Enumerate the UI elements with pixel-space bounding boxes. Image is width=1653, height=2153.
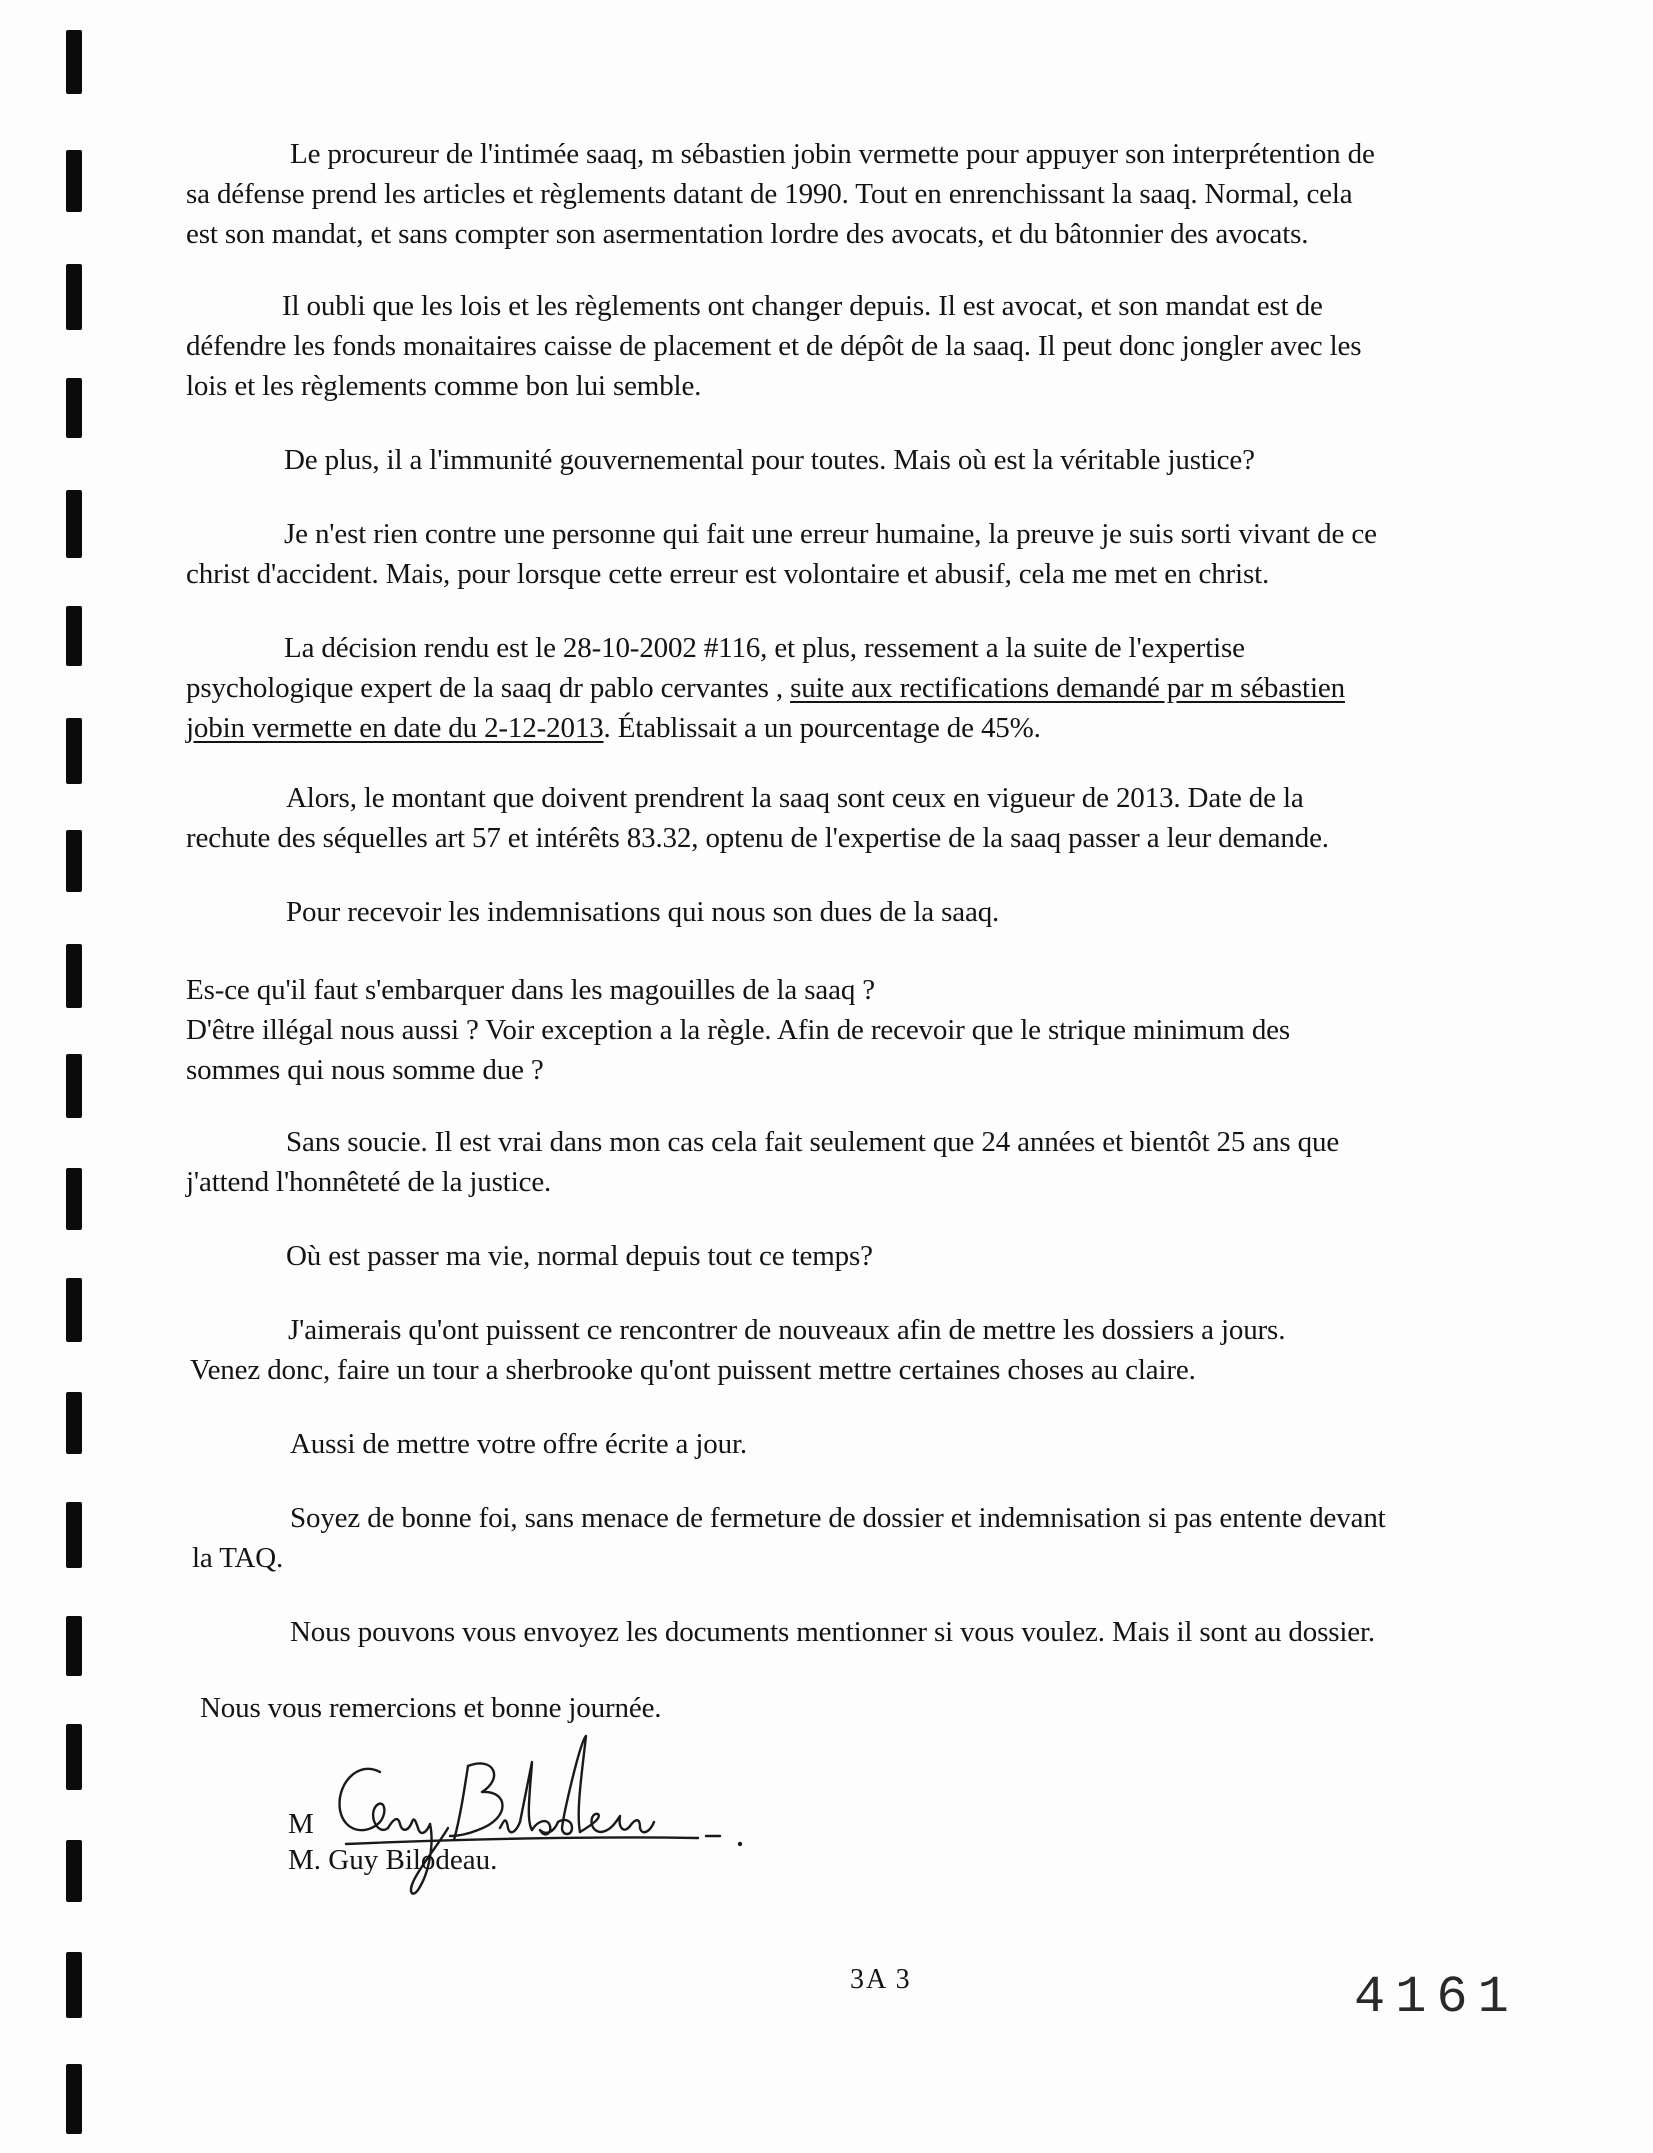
binder-mark [66, 1616, 82, 1676]
text-line: La décision rendu est le 28-10-2002 #116, et plus, ressement a la suite de l'expertise [284, 632, 1245, 664]
binder-mark [66, 2064, 82, 2134]
paragraph-1 [186, 134, 1375, 254]
binder-mark [66, 1278, 82, 1342]
text-line: défendre les fonds monaitaires caisse de placement et de dépôt de la saaq. Il peut donc jongler avec les [186, 330, 1362, 362]
paragraph-6 [186, 778, 1329, 858]
binder-mark [66, 1502, 82, 1568]
text-line: Es-ce qu'il faut s'embarquer dans les magouilles de la saaq ? [186, 974, 876, 1006]
binder-mark [66, 378, 82, 438]
text-line: Je n'est rien contre une personne qui fait une erreur humaine, la preuve je suis sorti vivant de ce [284, 518, 1377, 550]
text-line: D'être illégal nous aussi ? Voir exception a la règle. Afin de recevoir que le strique minimum des [186, 1014, 1291, 1046]
paragraph-9 [186, 1122, 1339, 1202]
text-line [186, 668, 1345, 708]
binder-mark [66, 718, 82, 784]
text-line: Soyez de bonne foi, sans menace de fermeture de dossier et indemnisation si pas entente devant [290, 1502, 1386, 1534]
text-line: lois et les règlements comme bon lui semble. [186, 370, 702, 402]
text-line: est son mandat, et sans compter son asermentation lordre des avocats, et du bâtonnier des avocats. [186, 218, 1309, 250]
binder-mark [66, 944, 82, 1008]
binder-mark [66, 1952, 82, 2018]
text-line: Alors, le montant que doivent prendrent la saaq sont ceux en vigueur de 2013. Date de la [286, 782, 1304, 814]
closing-line [200, 1688, 661, 1728]
binder-mark [66, 1724, 82, 1790]
text-line: sommes qui nous somme due ? [186, 1054, 544, 1086]
text-line: Aussi de mettre votre offre écrite a jour. [290, 1428, 747, 1460]
text-line: rechute des séquelles art 57 et intérêts 83.32, optenu de l'expertise de la saaq passer a leur demande. [186, 822, 1329, 854]
binder-mark [66, 606, 82, 666]
text-line: christ d'accident. Mais, pour lorsque cette erreur est volontaire et abusif, cela me met en christ. [186, 558, 1270, 590]
binder-mark [66, 490, 82, 558]
paragraph-3 [186, 440, 1255, 480]
page-code: 3A 3 [850, 1964, 912, 1995]
binder-mark [66, 264, 82, 330]
text-line [186, 708, 1345, 748]
signature-prefix: M [288, 1808, 314, 1840]
text-segment: psychologique expert de la saaq dr pablo cervantes , [186, 672, 791, 704]
binder-mark [66, 150, 82, 212]
text-line: Où est passer ma vie, normal depuis tout ce temps? [286, 1240, 873, 1272]
binder-mark [66, 830, 82, 892]
text-line: Le procureur de l'intimée saaq, m sébastien jobin vermette pour appuyer son interprétention de [290, 138, 1375, 170]
text-line: Venez donc, faire un tour a sherbrooke qu'ont puissent mettre certaines choses au claire. [190, 1354, 1196, 1386]
text-line: Nous vous remercions et bonne journée. [200, 1692, 662, 1724]
binder-mark [66, 1168, 82, 1230]
text-line: Sans soucie. Il est vrai dans mon cas cela fait seulement que 24 années et bientôt 25 ans que [286, 1126, 1340, 1158]
binder-mark [66, 30, 82, 94]
paragraph-5 [186, 628, 1345, 748]
underlined-text: jobin vermette en date du 2-12-2013 [186, 712, 604, 744]
paragraph-11 [186, 1310, 1285, 1390]
text-line: Nous pouvons vous envoyez les documents mentionner si vous voulez. Mais il sont au dossier. [290, 1616, 1376, 1648]
text-segment: . Établissait a un pourcentage de 45%. [603, 712, 1041, 744]
paragraph-4 [186, 514, 1377, 594]
paragraph-14 [186, 1612, 1375, 1652]
text-line: Il oubli que les lois et les règlements ont changer depuis. Il est avocat, et son mandat est de [282, 290, 1323, 322]
text-line: De plus, il a l'immunité gouvernemental pour toutes. Mais où est la véritable justice? [284, 444, 1255, 476]
page-stamp: 4161 [1354, 1968, 1519, 2027]
underlined-text: suite aux rectifications demandé par m sébastien [790, 672, 1345, 704]
text-line: J'aimerais qu'ont puissent ce rencontrer de nouveaux afin de mettre les dossiers a jours. [288, 1314, 1286, 1346]
text-line: sa défense prend les articles et règlements datant de 1990. Tout en enrenchissant la saaq. Normal, cela [186, 178, 1353, 210]
binder-mark [66, 1840, 82, 1902]
binder-mark [66, 1392, 82, 1454]
paragraph-13 [186, 1498, 1386, 1578]
paragraph-10 [186, 1236, 873, 1276]
printed-name: M. Guy Bilodeau. [288, 1844, 498, 1876]
text-line: Pour recevoir les indemnisations qui nous son dues de la saaq. [286, 896, 1000, 928]
paragraph-2 [186, 286, 1361, 406]
handwritten-signature [318, 1732, 758, 1912]
binder-mark [66, 1054, 82, 1118]
paragraph-12 [186, 1424, 747, 1464]
text-line: j'attend l'honnêteté de la justice. [186, 1166, 552, 1198]
paragraph-8 [186, 970, 1290, 1090]
text-line: la TAQ. [192, 1542, 284, 1574]
paragraph-7 [186, 892, 999, 932]
